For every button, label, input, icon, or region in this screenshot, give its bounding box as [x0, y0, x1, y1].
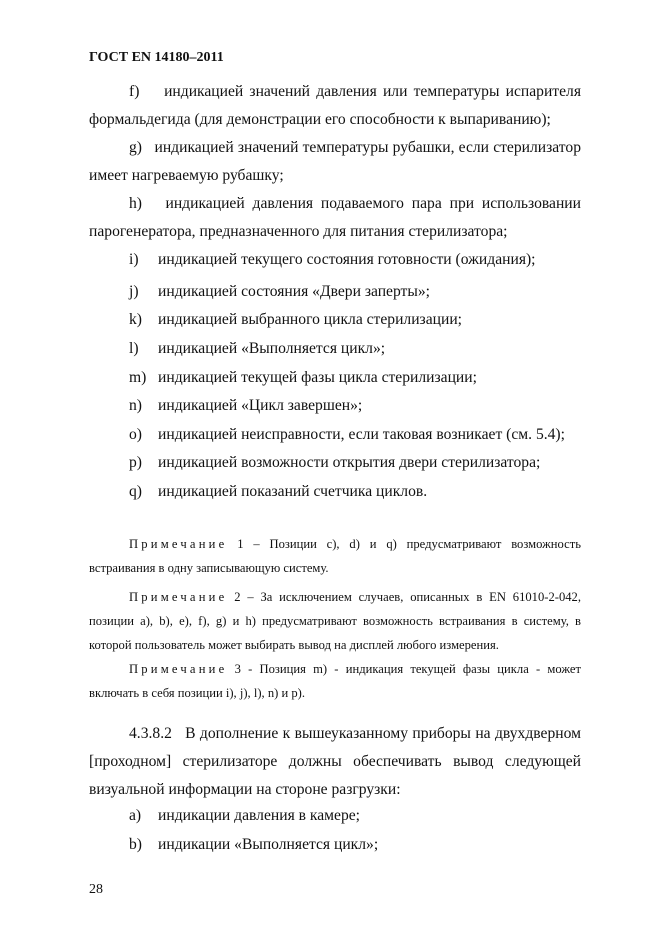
list-item-text: индикацией показаний счетчика циклов.: [158, 483, 428, 500]
list-item-label: l): [129, 340, 139, 357]
list-item-label: i): [129, 251, 139, 268]
section-4-3-8-2: 4.3.8.2 В дополнение к вышеуказанному приборы на двухдверном [проходном] стерилизаторе должны обеспечивать вывод следующей визуальной информации на стороне разгрузки:: [89, 725, 581, 798]
list-item-label: m): [129, 369, 147, 386]
note-heading: Примечание: [129, 662, 228, 676]
list-item-f: f) индикацией значений давления или температуры испарителя формальдегида (для демонстрации его способности к выпариванию);: [89, 83, 581, 128]
list-item-text: индикацией «Цикл завершен»;: [158, 397, 363, 414]
list-item-g: g) индикацией значений температуры рубашки, если стерилизатор имеет нагреваемую рубашку;: [89, 139, 581, 184]
list-item: [129, 831, 581, 859]
note-2: [89, 585, 581, 657]
list-item-label: b): [129, 836, 142, 853]
note-text: 1 – Позиции c), d) и q) предусматривают возможность встраивания в одну записывающую систему.: [89, 537, 581, 575]
page-number: 28: [89, 882, 103, 897]
list-item-text: индикацией состояния «Двери заперты»;: [158, 283, 430, 300]
list-item-label: k): [129, 311, 142, 328]
list-item-text: индикацией текущего состояния готовности (ожидания);: [158, 251, 536, 268]
list-item-text: индикации давления в камере;: [158, 807, 361, 824]
list-item: [129, 449, 581, 477]
list-item-label: p): [129, 454, 142, 471]
document-header: ГОСТ EN 14180–2011: [89, 50, 224, 65]
list-item: [129, 802, 581, 830]
list-item: [129, 278, 581, 306]
note-1: [89, 532, 581, 580]
note-3: [89, 657, 581, 705]
list-item: [129, 392, 581, 420]
list-item-text: индикацией неисправности, если таковая возникает (см. 5.4);: [158, 426, 565, 443]
list-item: [129, 306, 581, 334]
list-item-label: j): [129, 283, 139, 300]
list-item: [129, 478, 581, 506]
list-item: [129, 364, 581, 392]
list-item-label: q): [129, 483, 142, 500]
list-item-label: n): [129, 397, 142, 414]
note-heading: Примечание: [129, 590, 228, 604]
list-item-label: a): [129, 807, 142, 824]
list-item-text: индикацией выбранного цикла стерилизации;: [158, 311, 463, 328]
list-item-text: индикацией возможности открытия двери стерилизатора;: [158, 454, 541, 471]
note-heading: Примечание: [129, 537, 228, 551]
list-item-text: индикации «Выполняется цикл»;: [158, 836, 379, 853]
list-item-label: o): [129, 426, 142, 443]
list-item-h: h) индикацией давления подаваемого пара при использовании парогенератора, предназначенного для питания стерилизатора;: [89, 195, 581, 240]
list-item: [129, 335, 581, 363]
list-item: [129, 421, 581, 449]
list-item-text: индикацией текущей фазы цикла стерилизации;: [158, 369, 477, 386]
note-text: 2 – За исключением случаев, описанных в EN 61010-2-042, позиции a), b), e), f), g) и h) предусматривают возможность встраивания в систему, в которой пользователь может выбирать вывод на дисплей любого измерения.: [89, 590, 581, 652]
list-item-text: индикацией «Выполняется цикл»;: [158, 340, 386, 357]
note-text: 3 - Позиция m) - индикация текущей фазы цикла - может включать в себя позиции i), j), l), n) и p).: [89, 662, 581, 700]
list-item: [129, 246, 581, 274]
